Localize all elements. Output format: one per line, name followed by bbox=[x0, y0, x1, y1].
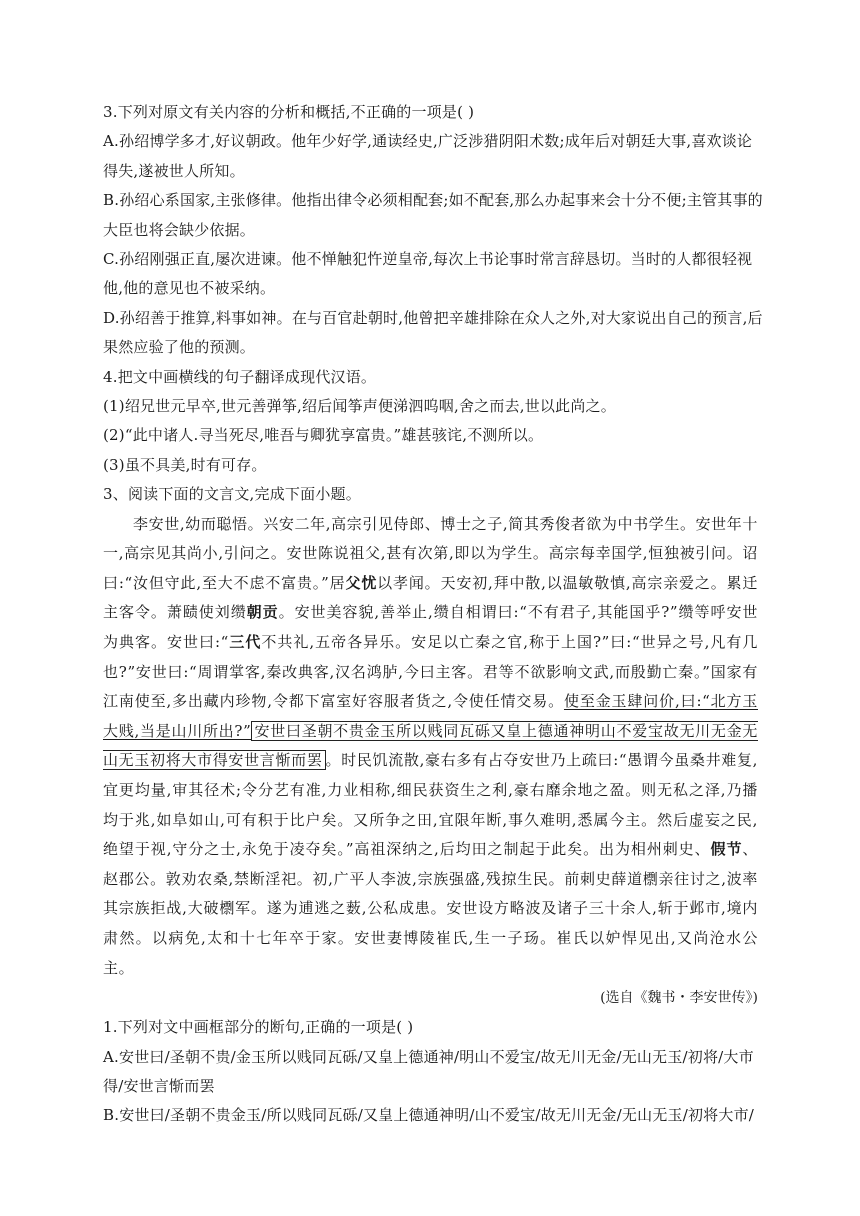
passage-text: 、赵郡公。敦劝农桑,禁断淫祀。初,广平人李波,宗族强盛,残掠生民。前刺史薛道檦亲往讨之,波率其宗族拒战,大破檦军。遂为逋逃之薮,公私成患。安世设方略波及诸子三十余人,斩于邺市,境内肃然。以病免,太和十七年卒于家。安世妻博陵崔氏,生一子玚。崔氏以妒悍见出,又尚沧水公主。 bbox=[103, 840, 758, 977]
classical-passage bbox=[103, 510, 758, 984]
boxed-passage: 安世曰圣朝不贵金玉所以贱同瓦砾又皇上德通神明山不爱宝故无川无金无山无玉初将大市得安世言惭而罢 bbox=[103, 721, 758, 770]
passage-text: 。安世美容貌,善举止,缵自相谓曰:“不有君子,其能国乎?”缵等呼安世为典客。安世曰:“ bbox=[103, 603, 759, 652]
bold-term: 朝贡 bbox=[246, 603, 279, 622]
bold-term: 三代 bbox=[228, 633, 262, 652]
underlined-sentence: 使至金玉肆问价,曰:“北方玉大贱,当是山川所出?” bbox=[103, 692, 758, 740]
q4-item-3: (3)虽不具美,时有可存。 bbox=[103, 455, 267, 474]
bold-term: 假节 bbox=[710, 840, 743, 859]
q1-option-a-line2: 得/安世言惭而罢 bbox=[103, 1077, 215, 1095]
q3-option-b-line2: 大臣也将会缺少依据。 bbox=[103, 220, 256, 239]
question-4-stem: 4.把文中画横线的句子翻译成现代汉语。 bbox=[103, 367, 377, 386]
q1-option-a-line1: A.安世曰/圣朝不贵/金玉所以贱同瓦砾/又皇上德通神/明山不爱宝/故无川无金/无山无玉/初将/大市 bbox=[103, 1047, 754, 1066]
q4-item-2: (2)“此中诸人.寻当死尽,唯吾与卿犹享富贵。”雄甚骇诧,不测所以。 bbox=[103, 426, 544, 445]
passage-text: 李安世,幼而聪悟。兴安二年,高宗引见侍郎、博士之子,简其秀俊者欲为中书学生。安世年十一,高宗见其尚小,引问之。安世陈说祖父,甚有次第,即以为学生。高宗每幸国学,恒独被引问。诏曰:“汝但守此,至大不虑不富贵。”居 bbox=[103, 514, 758, 592]
q3-option-d-line2: 果然应验了他的预测。 bbox=[103, 338, 256, 357]
question-1-stem: 1.下列对文中画框部分的断句,正确的一项是( ) bbox=[103, 1018, 414, 1037]
q3-option-a-line1: A.孙绍博学多才,好议朝政。他年少好学,通读经史,广泛涉猎阴阳术数;成年后对朝廷大事,喜欢谈论 bbox=[103, 132, 753, 151]
section-3-title: 3、阅读下面的文言文,完成下面小题。 bbox=[103, 485, 361, 504]
q3-option-c-line1: C.孙绍刚强正直,屡次进谏。他不惮触犯忤逆皇帝,每次上书论事时常言辞恳切。当时的人都很轻视 bbox=[103, 250, 753, 269]
q3-option-c-line2: 他,他的意见也不被采纳。 bbox=[103, 279, 276, 298]
passage-text: 以孝闻。天安初,拜中散,以温敏敬慎,高宗亲爱之。累迁主客令。萧赜使刘缵 bbox=[103, 573, 758, 622]
passage-text: 。时民饥流散,豪右多有占夺安世乃上疏曰:“愚谓今虽桑井难复,宜更均量,审其径术;令分艺有准,力业相称,细民获资生之利,豪右靡余地之盈。则无私之泽,乃播均于兆,如阜如山,可有积于比户矣。又所争之田,宜限年断,事久难明,悉属今主。然后虚妄之民,绝望于视,守分之士,永免于凌夺矣。”高祖深纳之,后均田之制起于此矣。出为相州刺史、 bbox=[103, 751, 758, 859]
q4-item-1: (1)绍兄世元早卒,世元善弹筝,绍后闻筝声便涕泗呜咽,舍之而去,世以此尚之。 bbox=[103, 397, 616, 416]
document-page bbox=[103, 98, 763, 1131]
question-3-stem: 3.下列对原文有关内容的分析和概括,不正确的一项是( ) bbox=[103, 103, 475, 121]
passage-text: 不共礼,五帝各异乐。安足以亡秦之官,称于上国?”曰:“世异之号,凡有几也?”安世曰:“周谓掌客,秦改典客,汉名鸿胪,今曰主客。君等不欲影响文武,而殷勤亡秦。”国家有江南使至,多出藏内珍物,令都下富室好容服者货之,令使任情交易。 bbox=[103, 633, 759, 711]
passage-source: (选自《魏书・李安世传》) bbox=[600, 990, 758, 1007]
q3-option-b-line1: B.孙绍心系国家,主张修律。他指出律令必须相配套;如不配套,那么办起事来会十分不便;主管其事的 bbox=[103, 191, 763, 210]
q3-option-d-line1: D.孙绍善于推算,料事如神。在与百官赴朝时,他曾把辛雄排除在众人之外,对大家说出自己的预言,后 bbox=[103, 308, 763, 327]
q1-option-b-line1: B.安世曰/圣朝不贵金玉/所以贱同瓦砾/又皇上德通神明/山不爱宝/故无川无金/无山无玉/初将大市/ bbox=[103, 1106, 755, 1125]
q3-option-a-line2: 得失,遂被世人所知。 bbox=[103, 161, 245, 180]
bold-term: 父忧 bbox=[345, 573, 378, 592]
